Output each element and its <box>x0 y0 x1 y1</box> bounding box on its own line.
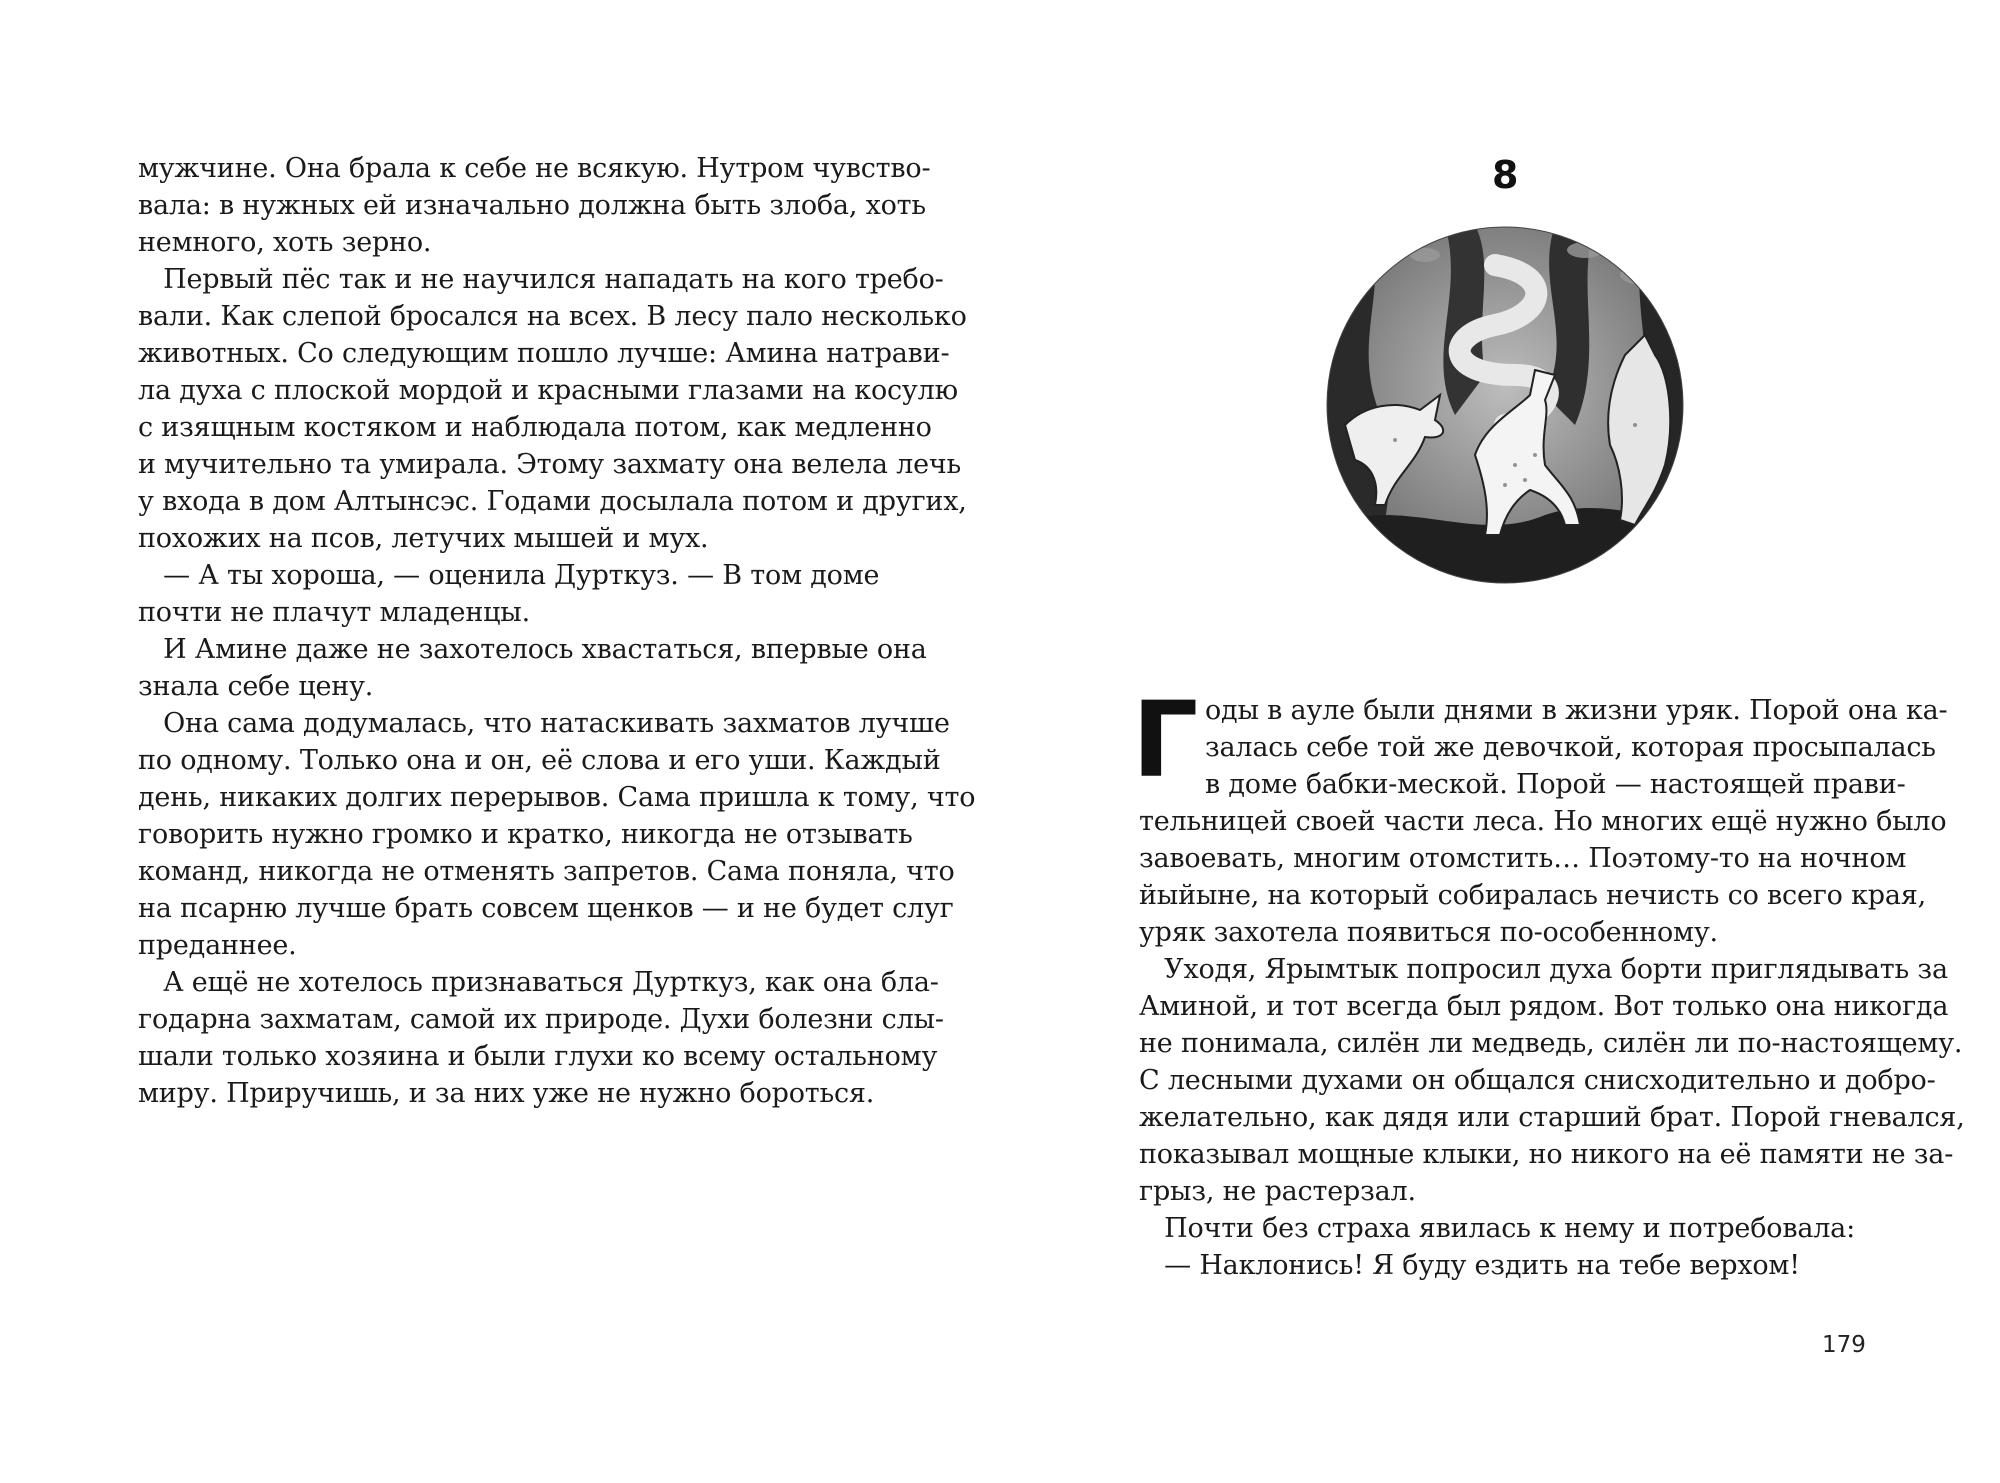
page-number: 179 <box>1822 1332 1866 1358</box>
paragraph: А ещё не хотелось признаваться Дурткуз, как она бла- годарна захматам, самой их природе. Духи болезни слы- шали только хозяина и были глухи ко всему остальному миру. Приручишь, и за них уже не нужно бороться. <box>138 967 944 1109</box>
paragraph: мужчине. Она брала к себе не всякую. Нутром чувство- вала: в нужных ей изначально должна быть злоба, хоть немного, хоть зерно. <box>138 153 931 258</box>
drop-cap: Г <box>1132 679 1199 801</box>
paragraph: Первый пёс так и не научился нападать на кого требо- вали. Как слепой бросался на всех. В лесу пало несколько животных. Со следующим пошло лучше: Амина натрави- ла духа с плоской мордой и красными глазами на косулю с изящным костяком и наблюдала потом, как медленно и мучительно та умирала. Этому захмату она велела лечь у входа в дом Алтынсэс. Годами досылала потом и других, похожих на псов, летучих мышей и мух. <box>138 264 967 554</box>
chapter-illustration <box>1325 225 1685 585</box>
paragraph: Почти без страха явилась к нему и потребовала: — Наклонись! Я буду ездить на тебе верхом! <box>1164 1213 1855 1281</box>
chapter-number: 8 <box>1492 153 1519 197</box>
paragraph: И Амине даже не захотелось хвастаться, впервые она знала себе цену. <box>138 634 927 702</box>
paragraph: Она сама додумалась, что натаскивать захматов лучше по одному. Только она и он, её слова и его уши. Каждый день, никаких долгих перерывов. Сама пришла к тому, что говорить нужно громко и кратко, никогда не отзывать команд, никогда не отменять запретов. Сама поняла, что на псарню лучше брать совсем щенков — и не будет слуг преданнее. <box>138 708 976 961</box>
opening-lines: оды в ауле были днями в жизни уряк. Порой она ка- залась себе той же девочкой, которая просыпалась в доме бабки-меской. Порой — настоящей прави- <box>1205 695 1948 800</box>
paragraph: тельницей своей части леса. Но многих ещё нужно было завоевать, многим отомстить… Поэтому-то на ночном йыйыне, на который собиралась нечисть со всего края, уряк захотела появиться по-особенному. <box>1139 806 1947 948</box>
paragraph: — А ты хороша, — оценила Дурткуз. — В том доме почти не плачут младенцы. <box>138 560 880 628</box>
paragraph: Уходя, Ярымтык попросил духа борти приглядывать за Аминой, и тот всегда был рядом. Вот только она никогда не понимала, силён ли медведь, силён ли по-настоящему. С лесными духами он общался снисходительно и добро- желательно, как дядя или старший брат. Порой гневался, показывал мощные клыки, но никого на её памяти не за- грыз, не растерзал. <box>1139 954 1965 1207</box>
